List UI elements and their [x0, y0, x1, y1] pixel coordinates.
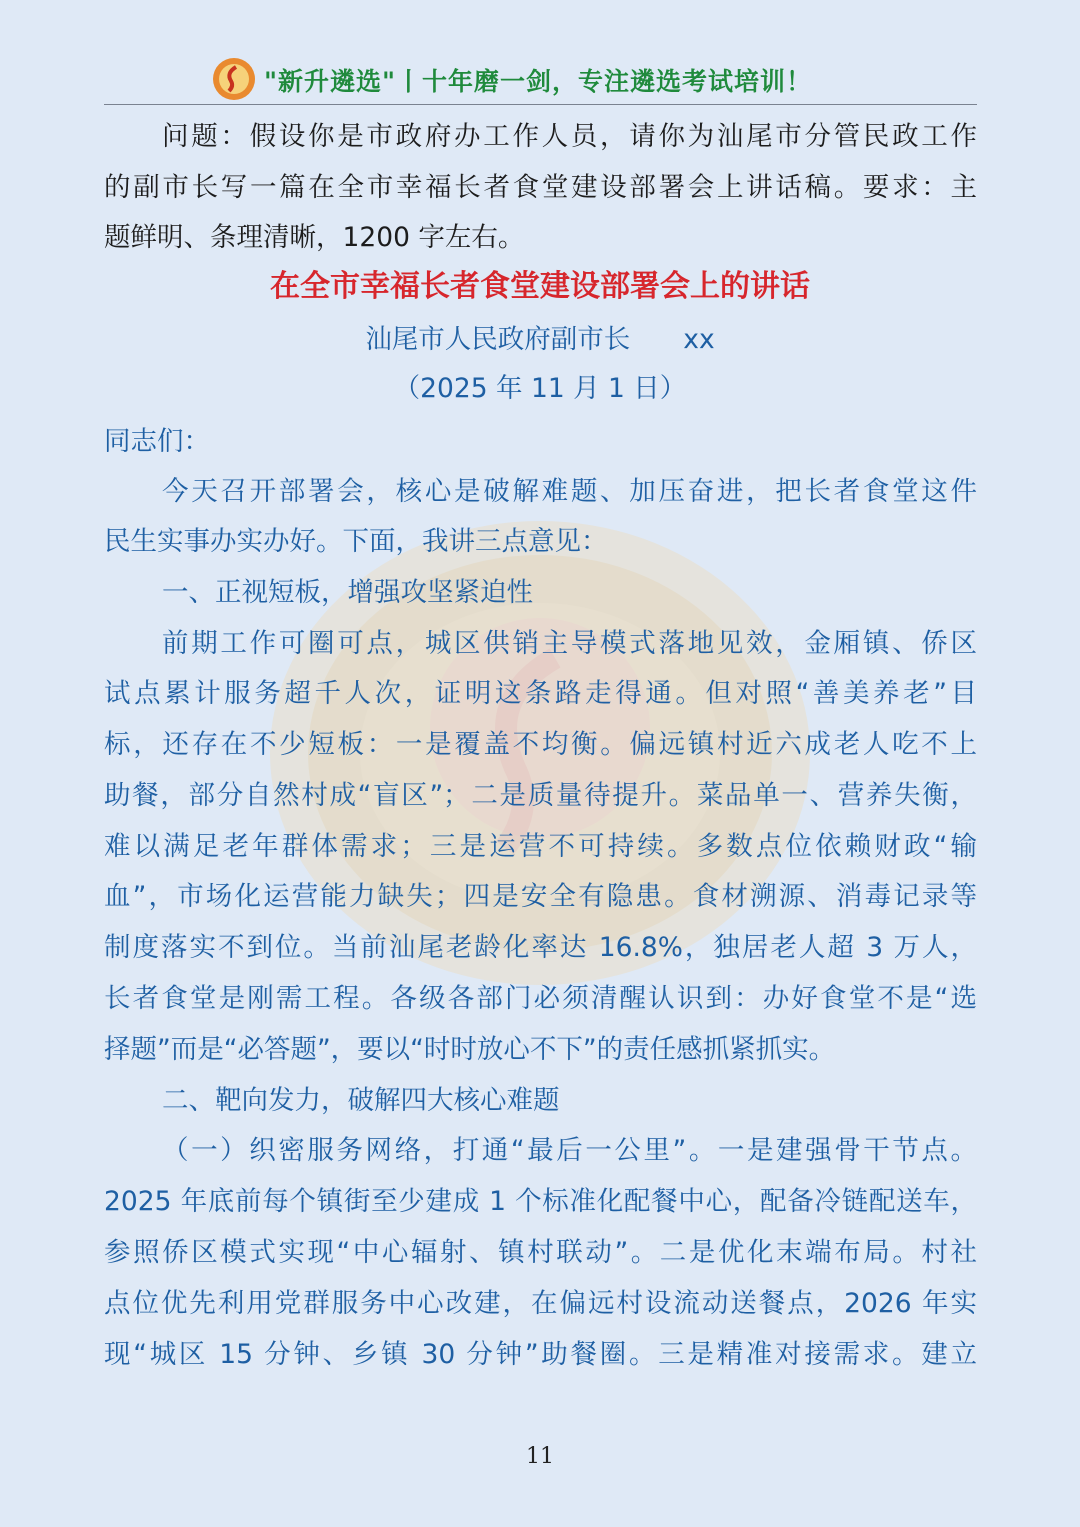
paragraph-line: 难以满足老年群体需求；三是运营不可持续。多数点位依赖财政“输: [104, 831, 977, 862]
paragraph-line: 血”，市场化运营能力缺失；四是安全有隐患。食材溯源、消毒记录等: [104, 881, 977, 912]
header-slogan: "新升遴选"丨十年磨一剑，专注遴选考试培训！: [264, 67, 813, 96]
paragraph-line: 前期工作可圈可点，城区供销主导模式落地见效，金厢镇、侨区: [162, 628, 977, 659]
paragraph-line: 标，还存在不少短板：一是覆盖不均衡。偏远镇村近六成老人吃不上: [104, 729, 977, 760]
paragraph-line: 长者食堂是刚需工程。各级各部门必须清醒认识到：办好食堂不是“选: [104, 983, 977, 1014]
question-line: 问题：假设你是市政府办工作人员，请你为汕尾市分管民政工作: [162, 121, 977, 152]
paragraph-line: （一）织密服务网络，打通“最后一公里”。一是建强骨干节点。: [162, 1135, 977, 1166]
paragraph-line: 点位优先利用党群服务中心改建，在偏远村设流动送餐点，2026 年实: [104, 1288, 977, 1319]
paragraph-line: 现“城区 15 分钟、乡镇 30 分钟”助餐圈。三是精准对接需求。建立: [104, 1339, 977, 1370]
paragraph-line: 今天召开部署会，核心是破解难题、加压奋进，把长者食堂这件: [162, 476, 977, 507]
paragraph-line: 参照侨区模式实现“中心辐射、镇村联动”。二是优化末端布局。村社: [104, 1237, 977, 1268]
paragraph-line: 助餐，部分自然村成“盲区”；二是质量待提升。菜品单一、营养失衡，: [104, 780, 977, 811]
question-line: 题鲜明、条理清晰，1200 字左右。: [104, 222, 525, 253]
salutation: 同志们：: [104, 426, 210, 457]
speech-date: （2025 年 11 月 1 日）: [393, 373, 687, 404]
logo-icon: [212, 57, 256, 101]
section-heading: 二、靶向发力，破解四大核心难题: [162, 1085, 560, 1116]
paragraph-line: 试点累计服务超千人次，证明这条路走得通。但对照“善美养老”目: [104, 678, 977, 709]
paragraph-line: 民生实事办实办好。下面，我讲三点意见：: [104, 526, 608, 557]
paragraph-line: 2025 年底前每个镇街至少建成 1 个标准化配餐中心，配备冷链配送车，: [104, 1186, 977, 1217]
paragraph-line: 择题”而是“必答题”，要以“时时放心不下”的责任感抓紧抓实。: [104, 1034, 836, 1065]
section-heading: 一、正视短板，增强攻坚紧迫性: [162, 577, 533, 608]
speech-title: 在全市幸福长者食堂建设部署会上的讲话: [270, 269, 810, 304]
question-line: 的副市长写一篇在全市幸福长者食堂建设部署会上讲话稿。要求：主: [104, 172, 977, 203]
paragraph-line: 制度落实不到位。当前汕尾老龄化率达 16.8%，独居老人超 3 万人，: [104, 932, 977, 963]
page-number: 11: [526, 1444, 554, 1469]
speech-speaker: 汕尾市人民政府副市长 xx: [365, 324, 715, 355]
